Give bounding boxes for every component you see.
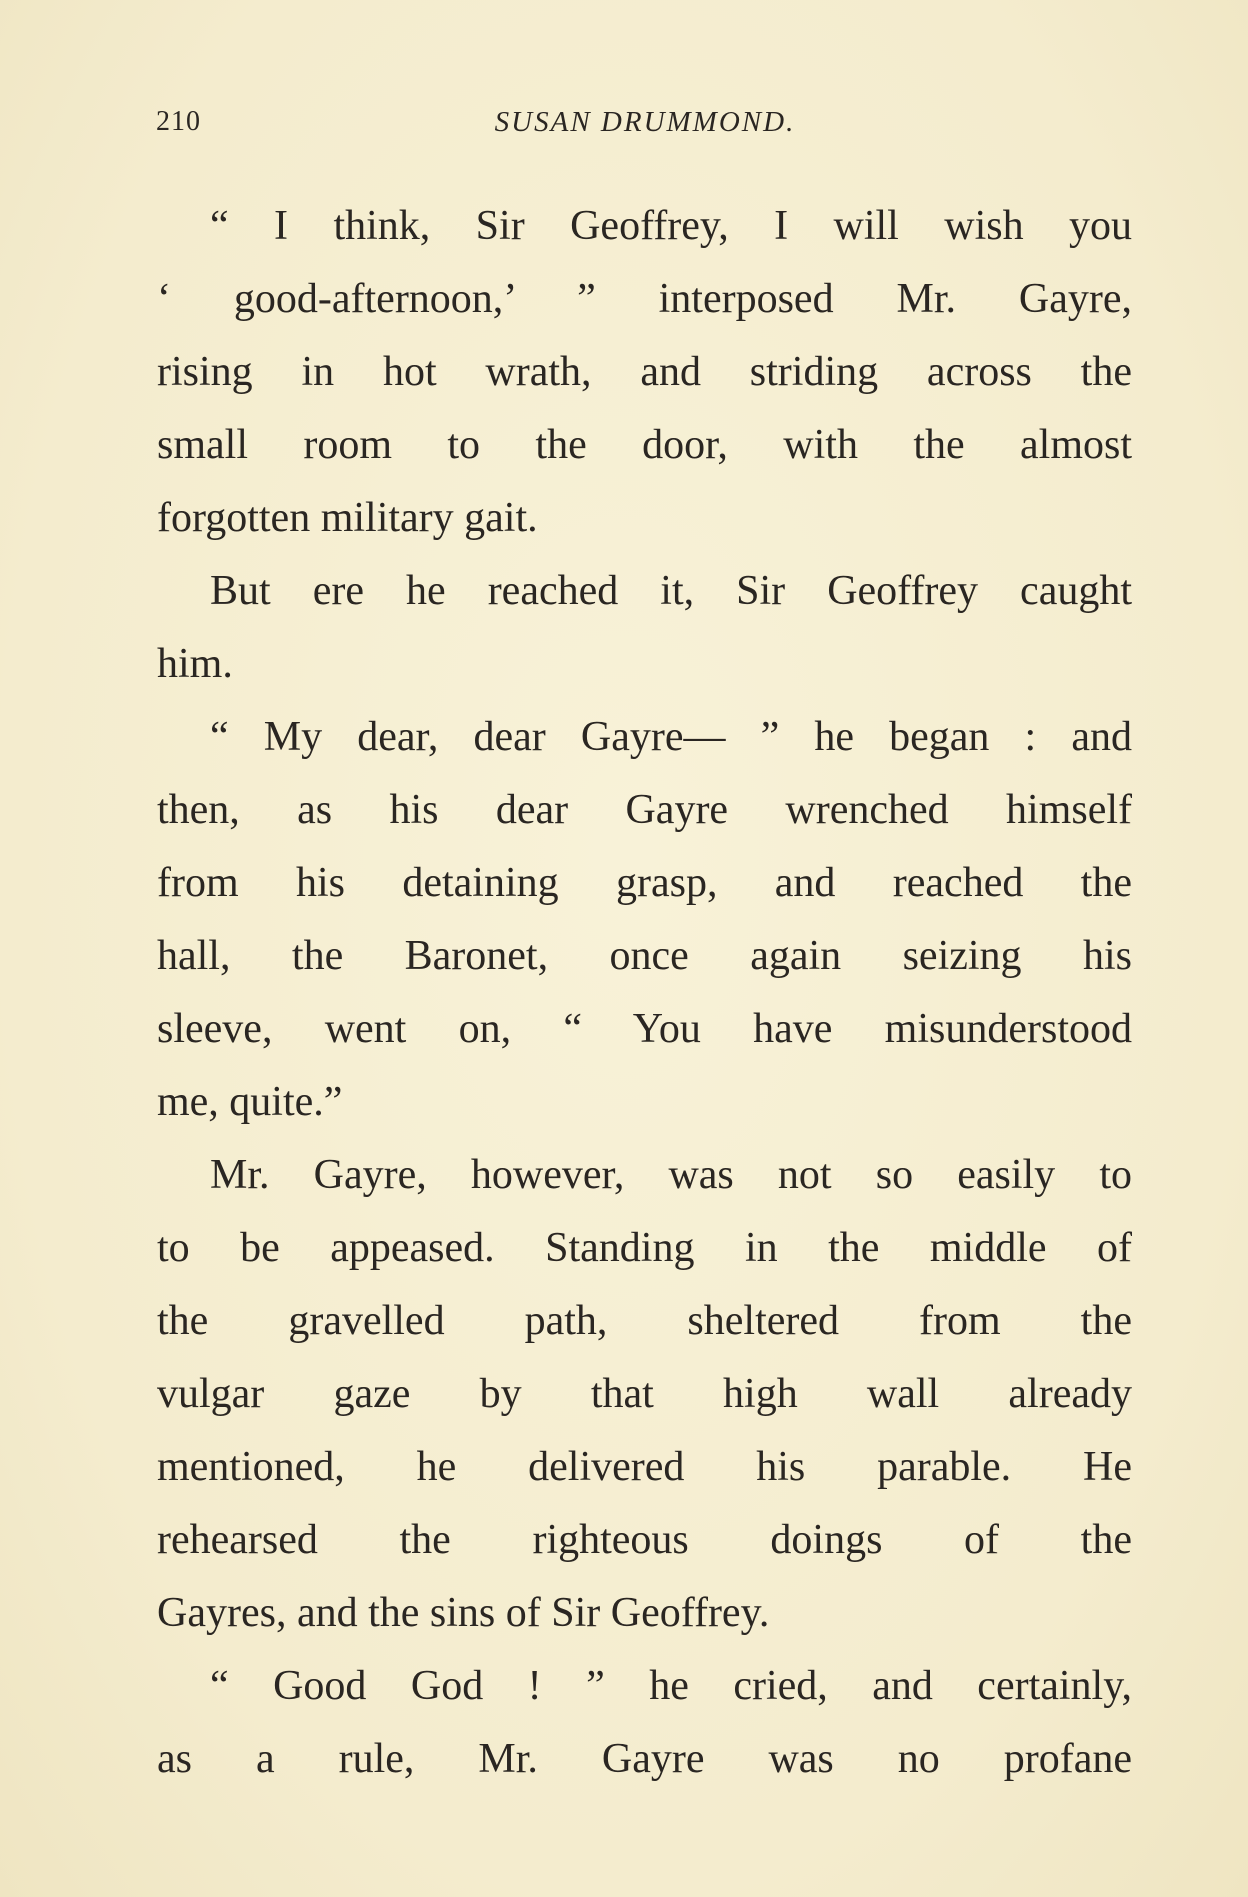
text-line: mentioned, he delivered his parable. He (157, 1444, 1132, 1490)
text-line: rising in hot wrath, and striding across the (157, 349, 1132, 395)
text-line: as a rule, Mr. Gayre was no profane (157, 1736, 1132, 1782)
text-line: small room to the door, with the almost (157, 422, 1132, 468)
text-line: the gravelled path, sheltered from the (157, 1298, 1132, 1344)
page-number: 210 (156, 106, 201, 137)
text-line: “ Good God ! ” he cried, and certainly, (210, 1663, 1132, 1709)
text-line: But ere he reached it, Sir Geoffrey caught (210, 568, 1132, 614)
text-line: Gayres, and the sins of Sir Geoffrey. (157, 1590, 770, 1636)
body-text (157, 190, 1132, 1796)
text-line: “ I think, Sir Geoffrey, I will wish you (210, 203, 1132, 249)
text-line: hall, the Baronet, once again seizing his (157, 933, 1132, 979)
running-title: SUSAN DRUMMOND. (494, 106, 796, 138)
page-header (156, 106, 1134, 146)
text-line: “ My dear, dear Gayre— ” he began : and (210, 714, 1132, 760)
text-line: then, as his dear Gayre wrenched himself (157, 787, 1132, 833)
text-line: Mr. Gayre, however, was not so easily to (210, 1152, 1132, 1198)
text-line: to be appeased. Standing in the middle of (157, 1225, 1132, 1271)
text-line: ‘ good-afternoon,’ ” interposed Mr. Gayre, (157, 276, 1132, 322)
text-line: vulgar gaze by that high wall already (157, 1371, 1132, 1417)
text-line: him. (157, 641, 233, 687)
text-line: me, quite.” (157, 1079, 343, 1125)
text-line: forgotten military gait. (157, 495, 538, 541)
text-line: sleeve, went on, “ You have misunderstood (157, 1006, 1132, 1052)
text-line: from his detaining grasp, and reached the (157, 860, 1132, 906)
text-line: rehearsed the righteous doings of the (157, 1517, 1132, 1563)
